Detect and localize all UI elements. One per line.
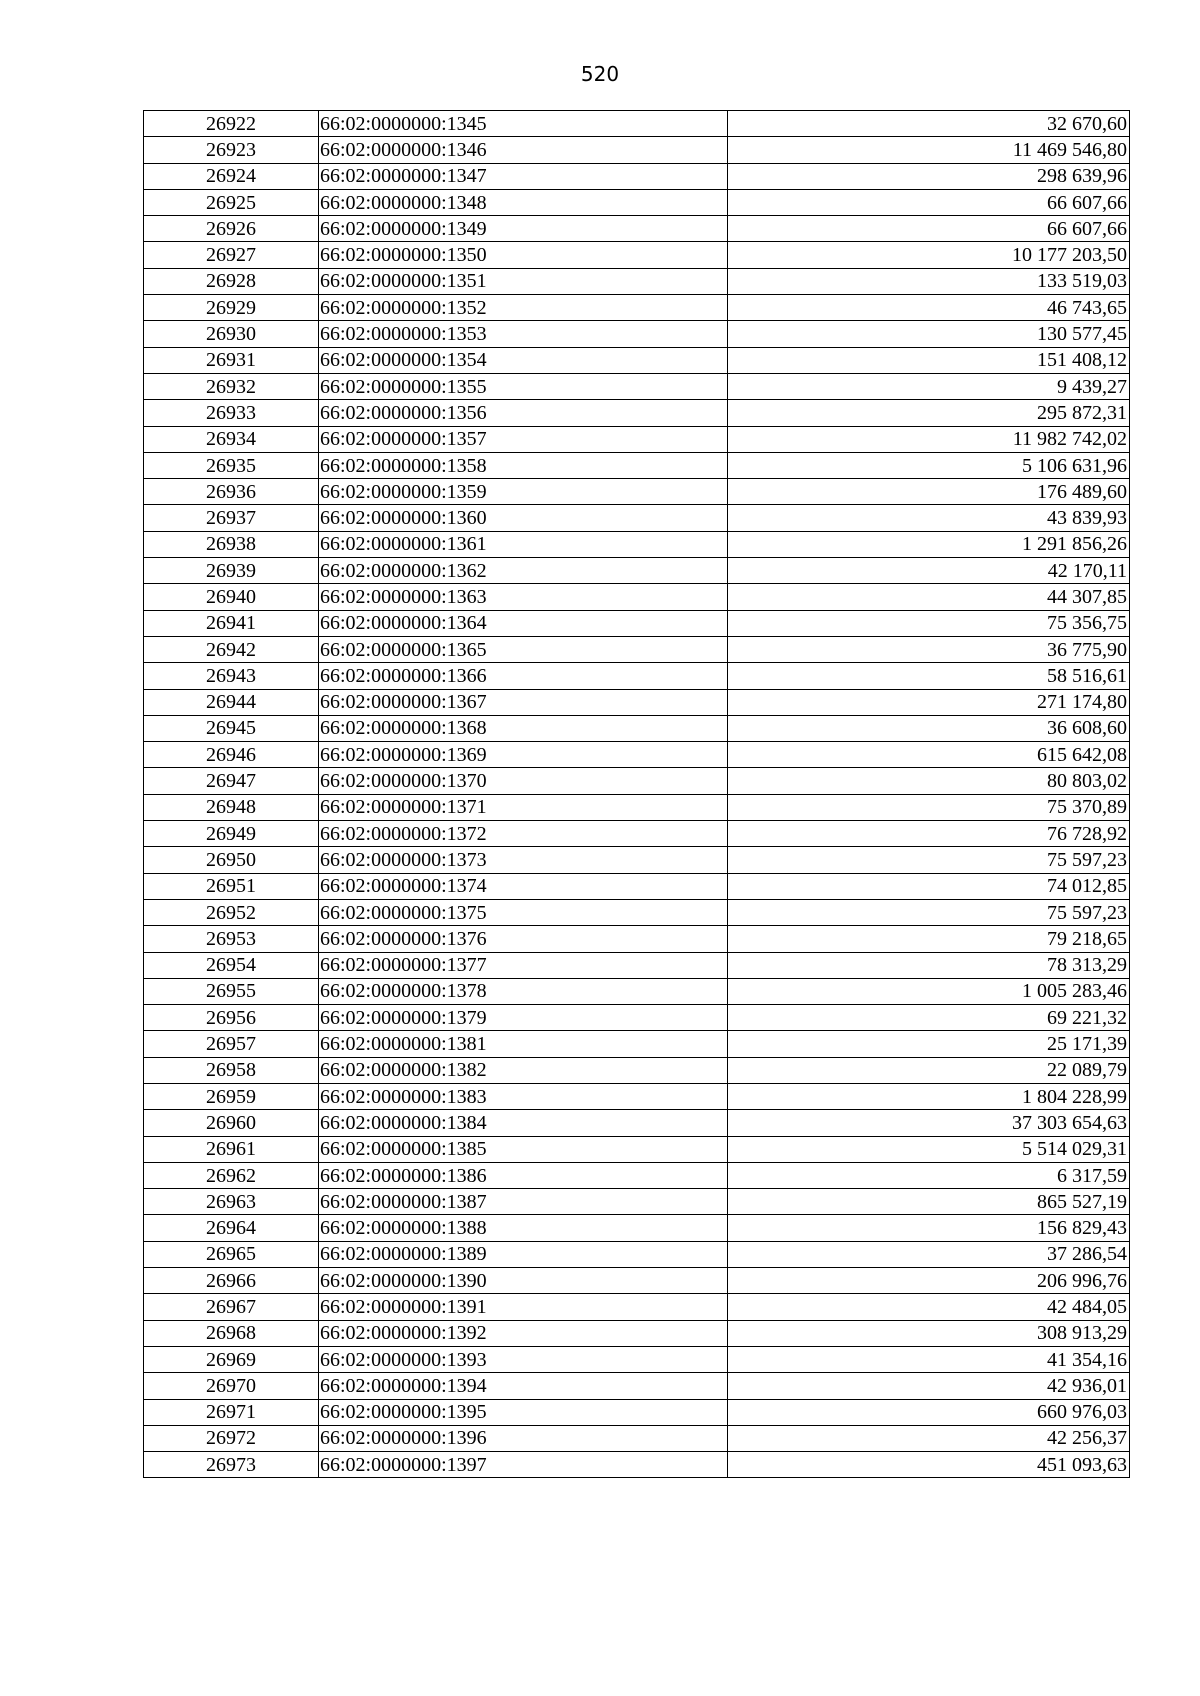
page-number: 520 [580,62,620,86]
row-number-cell: 26955 [144,978,319,1004]
table-row [144,1373,1130,1399]
cadastral-value-cell: 58 516,61 [728,663,1130,689]
row-number-cell: 26973 [144,1452,319,1478]
row-number-cell: 26965 [144,1241,319,1267]
cadastral-number-cell: 66:02:0000000:1385 [319,1136,728,1162]
row-number-cell: 26942 [144,636,319,662]
row-number-cell: 26967 [144,1294,319,1320]
cadastral-value-cell: 42 484,05 [728,1294,1130,1320]
row-number-cell: 26959 [144,1083,319,1109]
cadastral-number-cell: 66:02:0000000:1397 [319,1452,728,1478]
cadastral-value-cell: 66 607,66 [728,189,1130,215]
cadastral-number-cell: 66:02:0000000:1362 [319,558,728,584]
row-number-cell: 26966 [144,1268,319,1294]
cadastral-number-cell: 66:02:0000000:1348 [319,189,728,215]
cadastral-number-cell: 66:02:0000000:1364 [319,610,728,636]
cadastral-value-cell: 42 256,37 [728,1425,1130,1451]
cadastral-value-cell: 308 913,29 [728,1320,1130,1346]
row-number-cell: 26956 [144,1005,319,1031]
cadastral-value-cell: 75 356,75 [728,610,1130,636]
cadastral-value-cell: 206 996,76 [728,1268,1130,1294]
cadastral-value-cell: 5 106 631,96 [728,452,1130,478]
table-row [144,1057,1130,1083]
cadastral-value-cell: 78 313,29 [728,952,1130,978]
cadastral-value-cell: 75 370,89 [728,794,1130,820]
cadastral-value-cell: 36 608,60 [728,715,1130,741]
cadastral-value-cell: 295 872,31 [728,400,1130,426]
cadastral-number-cell: 66:02:0000000:1359 [319,479,728,505]
row-number-cell: 26961 [144,1136,319,1162]
table-row [144,1425,1130,1451]
cadastral-number-cell: 66:02:0000000:1374 [319,873,728,899]
row-number-cell: 26953 [144,926,319,952]
cadastral-value-cell: 1 005 283,46 [728,978,1130,1004]
table-row [144,873,1130,899]
cadastral-value-cell: 37 286,54 [728,1241,1130,1267]
cadastral-number-cell: 66:02:0000000:1356 [319,400,728,426]
row-number-cell: 26925 [144,189,319,215]
cadastral-number-cell: 66:02:0000000:1389 [319,1241,728,1267]
row-number-cell: 26922 [144,111,319,137]
cadastral-number-cell: 66:02:0000000:1370 [319,768,728,794]
table-row [144,742,1130,768]
row-number-cell: 26937 [144,505,319,531]
table-row [144,268,1130,294]
row-number-cell: 26930 [144,321,319,347]
cadastral-number-cell: 66:02:0000000:1361 [319,531,728,557]
cadastral-number-cell: 66:02:0000000:1371 [319,794,728,820]
table-row [144,584,1130,610]
row-number-cell: 26952 [144,899,319,925]
row-number-cell: 26969 [144,1346,319,1372]
cadastral-value-cell: 11 982 742,02 [728,426,1130,452]
cadastral-number-cell: 66:02:0000000:1381 [319,1031,728,1057]
table-row [144,978,1130,1004]
cadastral-value-cell: 32 670,60 [728,111,1130,137]
cadastral-value-cell: 42 170,11 [728,558,1130,584]
row-number-cell: 26971 [144,1399,319,1425]
row-number-cell: 26923 [144,137,319,163]
cadastral-number-cell: 66:02:0000000:1373 [319,847,728,873]
table-row [144,768,1130,794]
cadastral-number-cell: 66:02:0000000:1394 [319,1373,728,1399]
row-number-cell: 26946 [144,742,319,768]
table-row [144,216,1130,242]
row-number-cell: 26931 [144,347,319,373]
cadastral-value-cell: 46 743,65 [728,295,1130,321]
row-number-cell: 26968 [144,1320,319,1346]
table-row [144,163,1130,189]
table-row [144,794,1130,820]
row-number-cell: 26935 [144,452,319,478]
table-row [144,952,1130,978]
cadastral-value-cell: 69 221,32 [728,1005,1130,1031]
table-row [144,1136,1130,1162]
table-row [144,242,1130,268]
cadastral-value-cell: 75 597,23 [728,847,1130,873]
cadastral-number-cell: 66:02:0000000:1365 [319,636,728,662]
cadastral-number-cell: 66:02:0000000:1390 [319,1268,728,1294]
row-number-cell: 26934 [144,426,319,452]
table-row [144,1241,1130,1267]
cadastral-value-cell: 130 577,45 [728,321,1130,347]
cadastral-value-cell: 6 317,59 [728,1162,1130,1188]
cadastral-number-cell: 66:02:0000000:1378 [319,978,728,1004]
table-row [144,1005,1130,1031]
cadastral-number-cell: 66:02:0000000:1375 [319,899,728,925]
cadastral-number-cell: 66:02:0000000:1346 [319,137,728,163]
cadastral-value-cell: 36 775,90 [728,636,1130,662]
cadastral-number-cell: 66:02:0000000:1372 [319,821,728,847]
table-row [144,663,1130,689]
cadastral-value-cell: 11 469 546,80 [728,137,1130,163]
row-number-cell: 26964 [144,1215,319,1241]
row-number-cell: 26962 [144,1162,319,1188]
row-number-cell: 26939 [144,558,319,584]
row-number-cell: 26929 [144,295,319,321]
cadastral-number-cell: 66:02:0000000:1377 [319,952,728,978]
cadastral-number-cell: 66:02:0000000:1368 [319,715,728,741]
cadastral-number-cell: 66:02:0000000:1347 [319,163,728,189]
row-number-cell: 26950 [144,847,319,873]
table-row [144,321,1130,347]
table-row [144,400,1130,426]
cadastral-number-cell: 66:02:0000000:1388 [319,1215,728,1241]
table-row [144,426,1130,452]
row-number-cell: 26940 [144,584,319,610]
cadastral-number-cell: 66:02:0000000:1386 [319,1162,728,1188]
cadastral-value-cell: 66 607,66 [728,216,1130,242]
cadastral-value-cell: 9 439,27 [728,373,1130,399]
row-number-cell: 26954 [144,952,319,978]
cadastral-number-cell: 66:02:0000000:1358 [319,452,728,478]
cadastral-number-cell: 66:02:0000000:1393 [319,1346,728,1372]
cadastral-value-cell: 1 291 856,26 [728,531,1130,557]
cadastral-number-cell: 66:02:0000000:1396 [319,1425,728,1451]
cadastral-value-cell: 1 804 228,99 [728,1083,1130,1109]
cadastral-value-cell: 42 936,01 [728,1373,1130,1399]
table-row [144,505,1130,531]
cadastral-number-cell: 66:02:0000000:1355 [319,373,728,399]
table-row [144,479,1130,505]
table-row [144,715,1130,741]
table-row [144,610,1130,636]
cadastral-number-cell: 66:02:0000000:1345 [319,111,728,137]
cadastral-value-cell: 615 642,08 [728,742,1130,768]
table-row [144,295,1130,321]
table-row [144,1189,1130,1215]
cadastral-value-cell: 865 527,19 [728,1189,1130,1215]
row-number-cell: 26947 [144,768,319,794]
row-number-cell: 26945 [144,715,319,741]
row-number-cell: 26948 [144,794,319,820]
table-row [144,347,1130,373]
cadastral-number-cell: 66:02:0000000:1350 [319,242,728,268]
cadastral-value-cell: 133 519,03 [728,268,1130,294]
table-row [144,373,1130,399]
table-row [144,1031,1130,1057]
row-number-cell: 26924 [144,163,319,189]
row-number-cell: 26970 [144,1373,319,1399]
table-row [144,1346,1130,1372]
cadastral-value-cell: 75 597,23 [728,899,1130,925]
cadastral-number-cell: 66:02:0000000:1354 [319,347,728,373]
row-number-cell: 26938 [144,531,319,557]
cadastral-value-cell: 660 976,03 [728,1399,1130,1425]
row-number-cell: 26932 [144,373,319,399]
table-row [144,1215,1130,1241]
table-row [144,137,1130,163]
table-row [144,1083,1130,1109]
cadastral-value-cell: 176 489,60 [728,479,1130,505]
table-body [144,111,1130,1478]
row-number-cell: 26928 [144,268,319,294]
cadastral-number-cell: 66:02:0000000:1392 [319,1320,728,1346]
cadastral-number-cell: 66:02:0000000:1382 [319,1057,728,1083]
table-row [144,1268,1130,1294]
cadastral-value-table [143,110,1130,1478]
row-number-cell: 26927 [144,242,319,268]
row-number-cell: 26958 [144,1057,319,1083]
table-row [144,189,1130,215]
cadastral-number-cell: 66:02:0000000:1360 [319,505,728,531]
cadastral-value-cell: 22 089,79 [728,1057,1130,1083]
cadastral-value-cell: 298 639,96 [728,163,1130,189]
table-row [144,558,1130,584]
cadastral-number-cell: 66:02:0000000:1353 [319,321,728,347]
cadastral-number-cell: 66:02:0000000:1383 [319,1083,728,1109]
row-number-cell: 26943 [144,663,319,689]
table-row [144,1452,1130,1478]
cadastral-number-cell: 66:02:0000000:1376 [319,926,728,952]
cadastral-number-cell: 66:02:0000000:1351 [319,268,728,294]
row-number-cell: 26957 [144,1031,319,1057]
row-number-cell: 26941 [144,610,319,636]
cadastral-value-cell: 10 177 203,50 [728,242,1130,268]
table-row [144,689,1130,715]
row-number-cell: 26972 [144,1425,319,1451]
table-row [144,111,1130,137]
cadastral-value-cell: 451 093,63 [728,1452,1130,1478]
cadastral-value-cell: 25 171,39 [728,1031,1130,1057]
cadastral-number-cell: 66:02:0000000:1387 [319,1189,728,1215]
cadastral-number-cell: 66:02:0000000:1367 [319,689,728,715]
cadastral-number-cell: 66:02:0000000:1357 [319,426,728,452]
cadastral-number-cell: 66:02:0000000:1352 [319,295,728,321]
cadastral-value-cell: 151 408,12 [728,347,1130,373]
cadastral-value-cell: 80 803,02 [728,768,1130,794]
cadastral-value-cell: 156 829,43 [728,1215,1130,1241]
table-row [144,1399,1130,1425]
cadastral-number-cell: 66:02:0000000:1349 [319,216,728,242]
cadastral-number-cell: 66:02:0000000:1395 [319,1399,728,1425]
table-row [144,531,1130,557]
table-row [144,1320,1130,1346]
row-number-cell: 26936 [144,479,319,505]
cadastral-number-cell: 66:02:0000000:1391 [319,1294,728,1320]
cadastral-value-cell: 271 174,80 [728,689,1130,715]
cadastral-number-cell: 66:02:0000000:1384 [319,1110,728,1136]
table-row [144,847,1130,873]
table-row [144,821,1130,847]
table-row [144,1110,1130,1136]
row-number-cell: 26951 [144,873,319,899]
table-row [144,1162,1130,1188]
table-row [144,452,1130,478]
row-number-cell: 26944 [144,689,319,715]
row-number-cell: 26926 [144,216,319,242]
cadastral-value-cell: 44 307,85 [728,584,1130,610]
row-number-cell: 26963 [144,1189,319,1215]
row-number-cell: 26949 [144,821,319,847]
cadastral-number-cell: 66:02:0000000:1369 [319,742,728,768]
cadastral-value-cell: 37 303 654,63 [728,1110,1130,1136]
row-number-cell: 26933 [144,400,319,426]
table-row [144,899,1130,925]
table-row [144,636,1130,662]
cadastral-number-cell: 66:02:0000000:1366 [319,663,728,689]
cadastral-value-cell: 5 514 029,31 [728,1136,1130,1162]
cadastral-value-cell: 79 218,65 [728,926,1130,952]
table-row [144,1294,1130,1320]
cadastral-number-cell: 66:02:0000000:1363 [319,584,728,610]
cadastral-value-cell: 43 839,93 [728,505,1130,531]
table-row [144,926,1130,952]
cadastral-value-cell: 74 012,85 [728,873,1130,899]
cadastral-number-cell: 66:02:0000000:1379 [319,1005,728,1031]
cadastral-value-cell: 41 354,16 [728,1346,1130,1372]
cadastral-value-cell: 76 728,92 [728,821,1130,847]
row-number-cell: 26960 [144,1110,319,1136]
